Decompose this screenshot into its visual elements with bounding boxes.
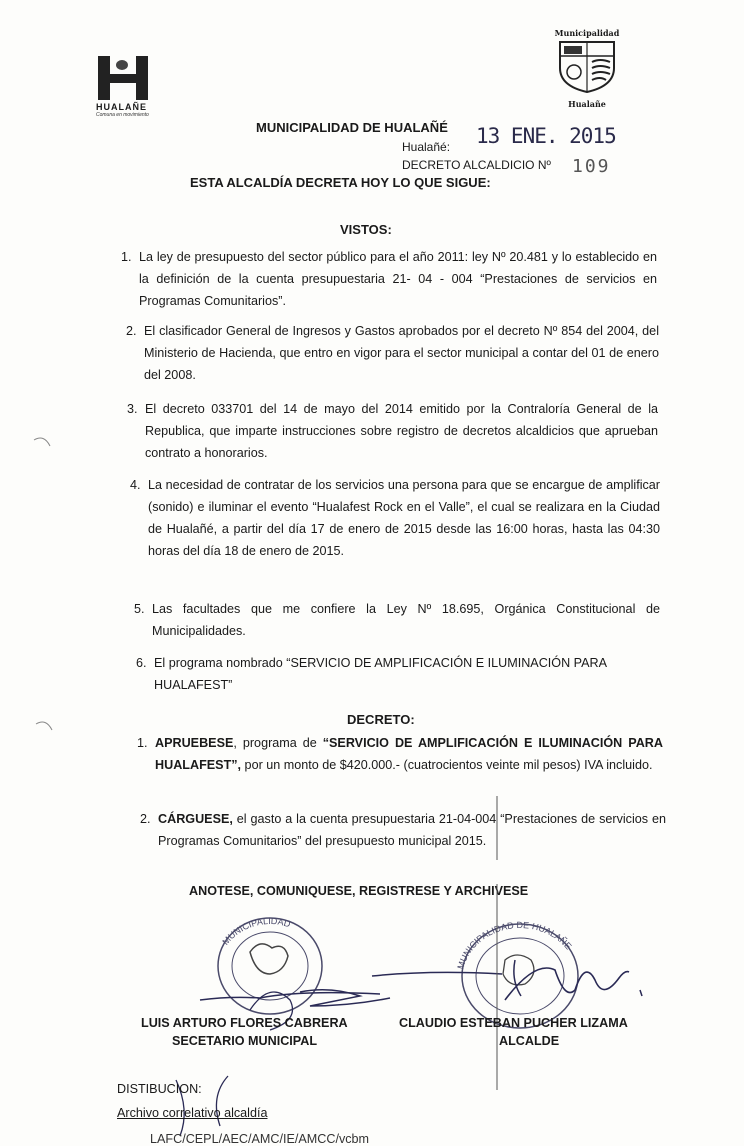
seal-bottom-text: Hualañe	[568, 99, 606, 109]
decreto-title: DECRETO:	[347, 712, 415, 727]
hualane-logo	[96, 56, 160, 118]
list-item: 6. El programa nombrado “SERVICIO DE AMPLIFICACIÓN E ILUMINACIÓN PARA HUALAFEST”	[136, 656, 607, 692]
list-item: 2. El clasificador General de Ingresos y Gastos aprobados por el decreto Nº 854 del 2004, del Ministerio de Hacienda, que entro en vigor para el sector municipal a contar del 01 de enero del 2008.	[126, 324, 659, 382]
logo-tagline: Comuna en movimiento	[96, 112, 149, 118]
decreto-number: 109	[572, 156, 611, 177]
secretary-seal	[218, 916, 322, 1014]
list-item: 1. APRUEBESE, programa de “SERVICIO DE AMPLIFICACIÓN E ILUMINACIÓN PARA HUALAFEST”, por un monto de $420.000.- (cuatrocientos veinte mil pesos) IVA incluido.	[137, 736, 663, 772]
list-item: 2. CÁRGUESE, el gasto a la cuenta presupuestaria 21-04-004 “Prestaciones de servicios en Programas Comunitarios” del presupuesto municipal 2015.	[140, 812, 666, 848]
list-item: 4. La necesidad de contratar de los servicios una persona para que se encargue de amplificar (sonido) e iluminar el evento “Hualafest Rock en el Valle”, el cual se realizara en la Ciudad de Hualañé, a partir del día 17 de enero de 2015 desde las 16:00 horas, hasta las 04:30 horas del día 18 de enero de 2015.	[130, 478, 660, 558]
svg-text:MUNICIPALIDAD: MUNICIPALIDAD	[220, 915, 292, 947]
secretary-name: LUIS ARTURO FLORES CABRERA	[141, 1016, 348, 1030]
decreto-label: DECRETO ALCALDICIO Nº	[402, 158, 551, 172]
svg-text:MUNICIPALIDAD DE HUALAÑE: MUNICIPALIDAD DE HUALAÑE	[455, 919, 574, 971]
decree-intro: ESTA ALCALDÍA DECRETA HOY LO QUE SIGUE:	[190, 175, 491, 190]
list-item: 1. La ley de presupuesto del sector público para el año 2011: ley Nº 20.481 y lo establecido en la definición de la cuenta presupuestaria 21- 04 - 004 “Prestaciones de servicios en Programas Comunitarios”.	[121, 250, 657, 308]
distribution-initials: LAFC/CEPL/AEC/AMC/IE/AMCC/vcbm	[150, 1132, 370, 1146]
list-item: 3. El decreto 033701 del 14 de mayo del 2014 emitido por la Contraloría General de la Republica, que imparte instrucciones sobre registro de decretos alcaldicios que aprueban contrato a honorarios.	[127, 402, 658, 460]
mayor-name: CLAUDIO ESTEBAN PUCHER LIZAMA	[399, 1016, 628, 1030]
page-title: MUNICIPALIDAD DE HUALAÑÉ	[256, 120, 448, 135]
date-stamp: 13 ENE. 2015	[476, 124, 616, 148]
mayor-role: ALCALDE	[499, 1034, 560, 1048]
distribution-title: DISTIBUCION:	[117, 1082, 202, 1096]
list-item: 5. Las facultades que me confiere la Ley Nº 18.695, Orgánica Constitucional de Municipalidades.	[134, 602, 660, 638]
h-logo-icon	[96, 56, 152, 100]
mayor-seal	[455, 920, 578, 1028]
municipal-seal	[552, 28, 622, 110]
place-label: Hualañé:	[402, 140, 451, 154]
seal-top-text: Municipalidad	[554, 28, 620, 38]
shield-icon	[552, 38, 622, 94]
logo-name: HUALAÑE	[96, 102, 147, 112]
secretary-role: SECETARIO MUNICIPAL	[172, 1034, 318, 1048]
closing-formula: ANOTESE, COMUNIQUESE, REGISTRESE Y ARCHIVESE	[189, 884, 529, 898]
distribution-item: Archivo correlativo alcaldía	[117, 1106, 268, 1120]
vistos-title: VISTOS:	[340, 222, 392, 237]
